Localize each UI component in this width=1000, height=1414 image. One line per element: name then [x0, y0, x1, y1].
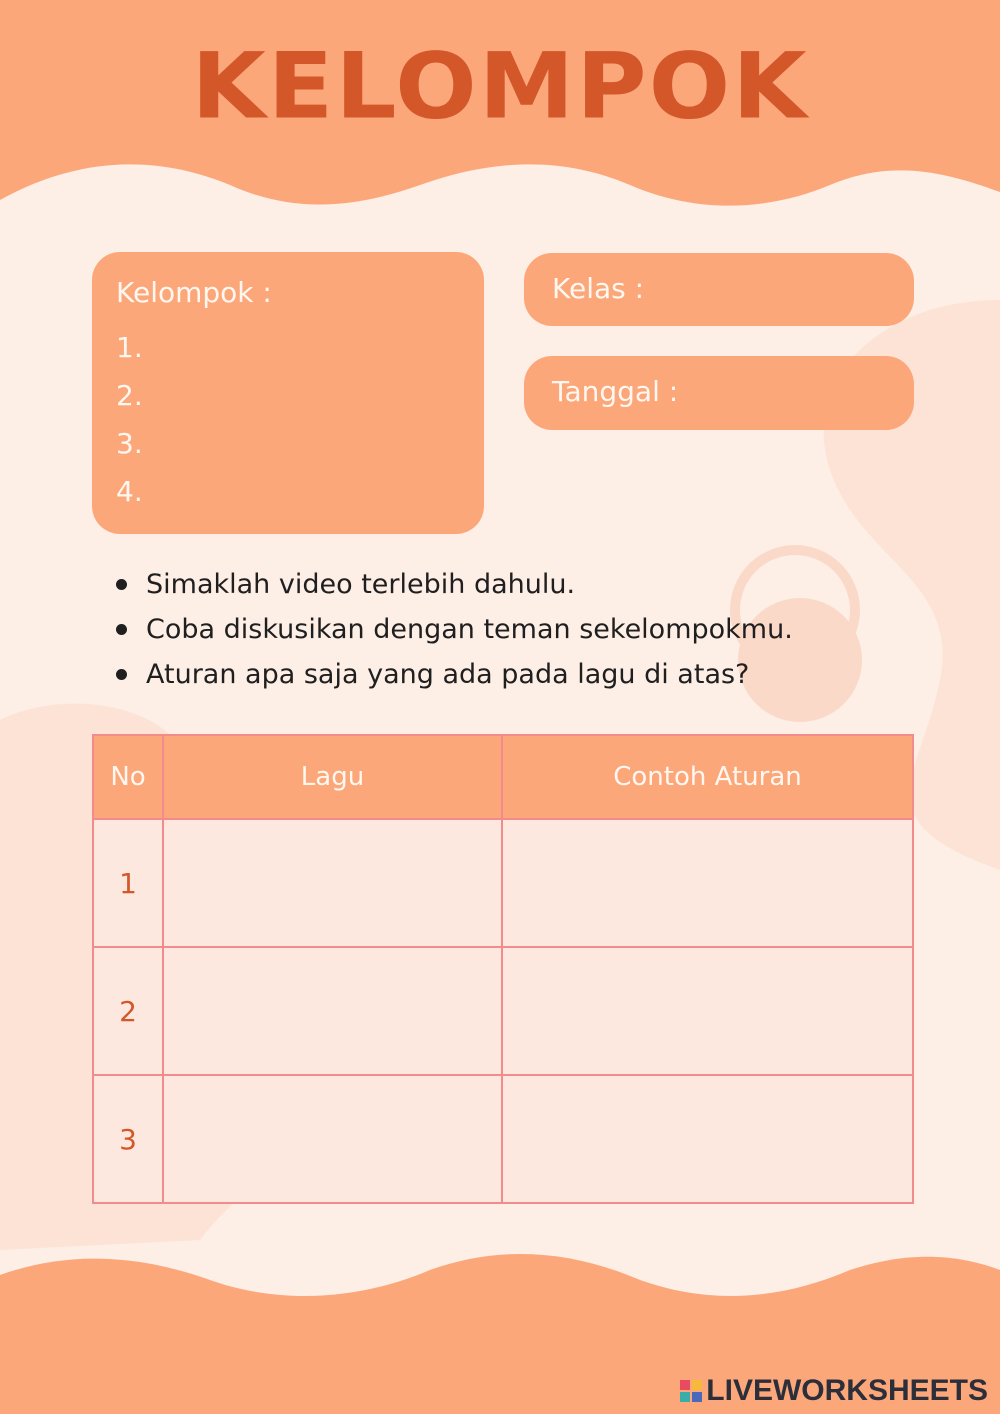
header-contoh-aturan: Contoh Aturan [502, 735, 913, 819]
group-members-card [92, 252, 484, 534]
class-label: Kelas : [552, 272, 645, 305]
date-field[interactable] [524, 356, 914, 430]
lagu-cell[interactable] [163, 1075, 502, 1203]
header-lagu: Lagu [163, 735, 502, 819]
liveworksheets-logo-icon [680, 1380, 702, 1402]
group-label: Kelompok : [116, 276, 272, 309]
contoh-aturan-cell[interactable] [502, 819, 913, 947]
header-no: No [93, 735, 163, 819]
member-item-2[interactable]: 2. [116, 379, 143, 412]
table-row [93, 819, 913, 947]
table-row [93, 947, 913, 1075]
instruction-list [112, 562, 793, 697]
lagu-cell[interactable] [163, 819, 502, 947]
page-title: KELOMPOK [191, 32, 809, 140]
logo-text: LIVEWORKSHEETS [706, 1374, 988, 1407]
table-header-row [93, 735, 913, 819]
contoh-aturan-cell[interactable] [502, 947, 913, 1075]
member-item-4[interactable]: 4. [116, 475, 143, 508]
instruction-item: Coba diskusikan dengan teman sekelompokmu. [112, 607, 793, 652]
instruction-item: Aturan apa saja yang ada pada lagu di atas? [112, 652, 793, 697]
table-row [93, 1075, 913, 1203]
lagu-cell[interactable] [163, 947, 502, 1075]
row-number: 2 [93, 947, 163, 1075]
instruction-item: Simaklah video terlebih dahulu. [112, 562, 793, 607]
class-field[interactable] [524, 253, 914, 326]
row-number: 1 [93, 819, 163, 947]
member-list [116, 324, 143, 516]
liveworksheets-logo [680, 1374, 988, 1408]
member-item-3[interactable]: 3. [116, 427, 143, 460]
date-label: Tanggal : [552, 375, 679, 408]
contoh-aturan-cell[interactable] [502, 1075, 913, 1203]
member-item-1[interactable]: 1. [116, 331, 143, 364]
rules-table [92, 734, 914, 1204]
row-number: 3 [93, 1075, 163, 1203]
